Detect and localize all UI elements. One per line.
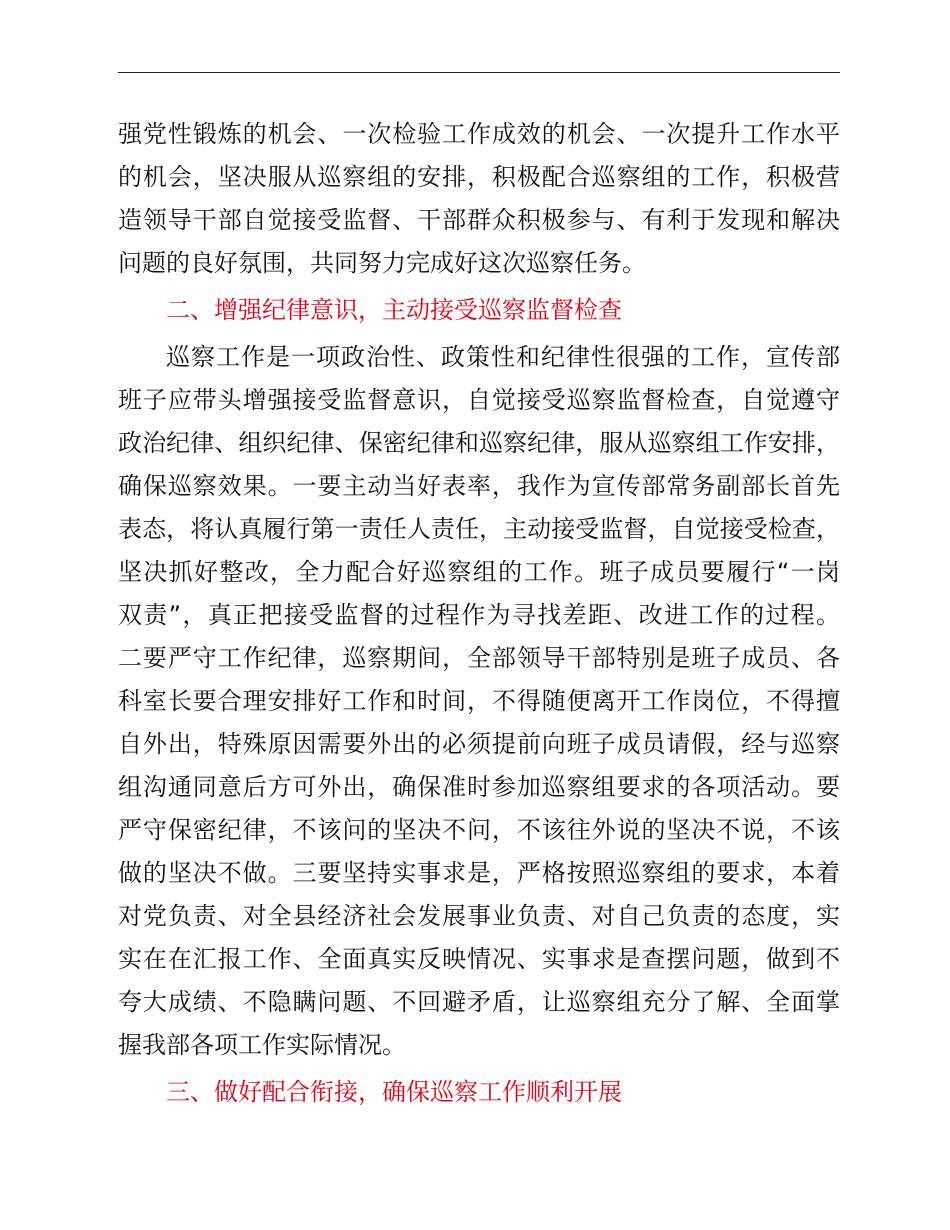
text-line: 政治纪律、组织纪律、保密纪律和巡察纪律，服从巡察组工作安排，	[118, 429, 840, 457]
section-heading-2: 二、增强纪律意识，主动接受巡察监督检查	[166, 296, 622, 324]
text-line: 确保巡察效果。一要主动当好表率，我作为宣传部常务副部长首先	[118, 472, 840, 500]
text-line: 夸大成绩、不隐瞒问题、不回避矛盾，让巡察组充分了解、全面掌	[118, 988, 840, 1016]
section-heading-3: 三、做好配合衔接，确保巡察工作顺利开展	[166, 1078, 622, 1106]
text-line: 问题的良好氛围，共同努力完成好这次巡察任务。	[118, 249, 646, 277]
text-line: 坚决抓好整改，全力配合好巡察组的工作。班子成员要履行“一岗	[118, 558, 840, 586]
text-line: 班子应带头增强接受监督意识，自觉接受巡察监督检查，自觉遵守	[118, 386, 840, 414]
text-line: 的机会，坚决服从巡察组的安排，积极配合巡察组的工作，积极营	[118, 163, 840, 191]
section-2-paragraph	[118, 336, 840, 1067]
text-line: 巡察工作是一项政治性、政策性和纪律性很强的工作，宣传部	[166, 343, 840, 371]
text-line: 对党负责、对全县经济社会发展事业负责、对自己负责的态度，实	[118, 902, 840, 930]
text-line: 科室长要合理安排好工作和时间，不得随便离开工作岗位，不得擅	[118, 687, 840, 715]
text-line: 强党性锻炼的机会、一次检验工作成效的机会、一次提升工作水平	[118, 120, 840, 148]
text-line: 严守保密纪律，不该问的坚决不问，不该往外说的坚决不说，不该	[118, 816, 840, 844]
paragraph-continued	[118, 113, 840, 285]
text-line: 做的坚决不做。三要坚持实事求是，严格按照巡察组的要求，本着	[118, 859, 840, 887]
text-line: 实在在汇报工作、全面真实反映情况、实事求是查摆问题，做到不	[118, 945, 840, 973]
text-line: 组沟通同意后方可外出，确保准时参加巡察组要求的各项活动。要	[118, 773, 840, 801]
text-line: 表态，将认真履行第一责任人责任，主动接受监督，自觉接受检查，	[118, 515, 840, 543]
document-body	[118, 113, 840, 1118]
text-line: 握我部各项工作实际情况。	[118, 1031, 406, 1059]
header-rule	[118, 72, 840, 73]
text-line: 双责”，真正把接受监督的过程作为寻找差距、改进工作的过程。	[118, 601, 840, 629]
text-line: 二要严守工作纪律，巡察期间，全部领导干部特别是班子成员、各	[118, 644, 840, 672]
text-line: 造领导干部自觉接受监督、干部群众积极参与、有利于发现和解决	[118, 206, 840, 234]
text-line: 自外出，特殊原因需要外出的必须提前向班子成员请假，经与巡察	[118, 730, 840, 758]
